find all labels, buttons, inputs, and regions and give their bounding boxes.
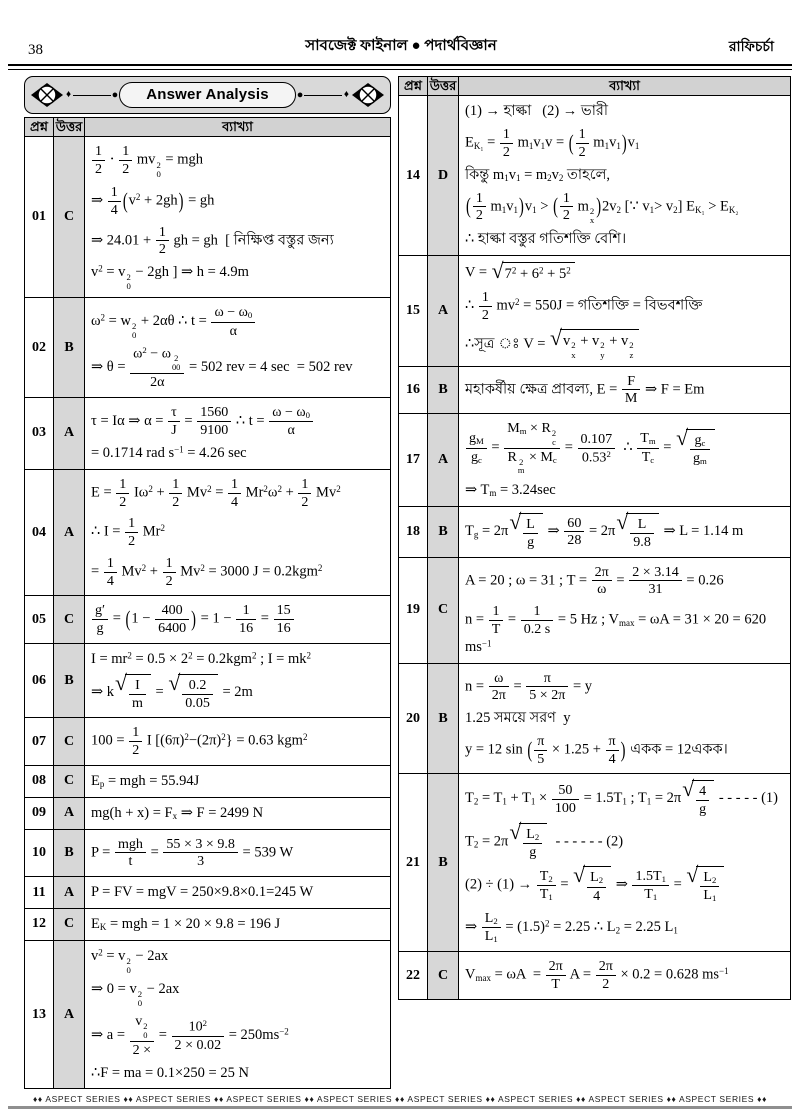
question-number: 20 bbox=[399, 663, 428, 774]
answer-letter: A bbox=[54, 797, 85, 829]
page-footer bbox=[8, 1094, 792, 1109]
formula-line: (1) → হাল্কা (2) → ভারী bbox=[465, 103, 609, 120]
answer-letter: B bbox=[428, 663, 459, 774]
explanation-cell bbox=[85, 397, 391, 469]
explanation-cell bbox=[459, 96, 791, 256]
question-number: 12 bbox=[25, 909, 54, 941]
answer-row bbox=[25, 469, 391, 596]
formula-line: = $\frac{1}{4}$ $Mv^2$ + $\frac{1}{2}$ $Mv^2 = 3000$ J = 0.2kgm$^2$ bbox=[91, 554, 323, 589]
left-column bbox=[24, 76, 391, 1089]
answer-row bbox=[25, 940, 391, 1088]
question-number: 13 bbox=[25, 940, 54, 1088]
answer-row bbox=[399, 663, 791, 774]
col-header-question: প্রশ্ন bbox=[25, 118, 54, 137]
explanation-cell bbox=[459, 507, 791, 558]
answer-row bbox=[25, 643, 391, 717]
formula-line: n = $\frac{1}{T}$ = $\frac{1}{0.2 s}$ = 5 Hz ; $V_{max} = \omega A = 31 \times 20 = 620$ $ms^{-1}$ bbox=[465, 603, 767, 655]
answer-letter: B bbox=[54, 829, 85, 877]
answer-letter: A bbox=[54, 940, 85, 1088]
dot-icon: ● bbox=[111, 88, 119, 101]
explanation-cell bbox=[85, 469, 391, 596]
banner-line bbox=[304, 95, 341, 96]
answer-letter: A bbox=[54, 397, 85, 469]
answer-row bbox=[25, 397, 391, 469]
formula-line: ∴ হাল্কা বস্তুর গতিশক্তি বেশি। bbox=[465, 231, 627, 248]
question-number: 01 bbox=[25, 137, 54, 298]
answer-row bbox=[399, 256, 791, 367]
explanation-cell bbox=[85, 596, 391, 644]
question-number: 04 bbox=[25, 469, 54, 596]
page-header bbox=[0, 0, 800, 62]
explanation-cell bbox=[459, 256, 791, 367]
answer-letter: B bbox=[428, 507, 459, 558]
banner-title: Answer Analysis bbox=[119, 82, 296, 108]
explanation-cell bbox=[85, 829, 391, 877]
small-diamond-icon: ♦ bbox=[66, 89, 72, 100]
table-header-row bbox=[25, 118, 391, 137]
col-header-explanation: ব্যাখ্যা bbox=[85, 118, 391, 137]
page-header-title: সাবজেক্ট ফাইনাল ● পদার্থবিজ্ঞান bbox=[305, 38, 497, 54]
formula-line: n = $\frac{\omega}{2\pi}$ = $\frac{\pi}{5 \times 2\pi}$ = y bbox=[465, 669, 593, 704]
answer-row bbox=[399, 952, 791, 1000]
formula-line: (2) ÷ (1) → $\frac{T_2}{T_1}$ = √ $\frac{L_2}{4}$ ⇒ $\frac{1.5T_1}{T_1}$ = √ $\frac{L_2}{L_1}$ bbox=[465, 866, 787, 905]
formula-line: $E_K$ = mgh = 1 × 20 × 9.8 = 196 J bbox=[91, 916, 281, 933]
formula-line: $V_{max} = \omega A$ = $\frac{2\pi}{T}$ A = $\frac{2\pi}{2}$ × 0.2 = 0.628 $ms^{-1}$ bbox=[465, 958, 729, 993]
answer-letter: A bbox=[54, 469, 85, 596]
formula-line: $E_p$ = mgh = 55.94J bbox=[91, 772, 200, 790]
col-header-answer: উত্তর bbox=[428, 77, 459, 96]
answer-row bbox=[399, 557, 791, 663]
formula-line: ⇒ k √ $\frac{I}{m}$ = √ $\frac{0.2}{0.05}$ = 2m bbox=[91, 674, 387, 712]
explanation-cell bbox=[85, 643, 391, 717]
answer-letter: D bbox=[428, 96, 459, 256]
page-number: 38 bbox=[28, 42, 43, 58]
answer-letter: C bbox=[428, 557, 459, 663]
page-header-right: রাফিচর্চা bbox=[728, 40, 774, 55]
ornament-right-icon bbox=[351, 82, 385, 108]
answer-row bbox=[399, 96, 791, 256]
footer-series-text: ♦♦ ASPECT SERIES ♦♦ ASPECT SERIES ♦♦ ASPECT SERIES ♦♦ ASPECT SERIES ♦♦ ASPECT SERIES ♦♦ ASPECT SERIES ♦♦ ASPECT SERIES ♦♦ ASPECT SERIES ♦♦ bbox=[32, 1094, 768, 1105]
table-header-row bbox=[399, 77, 791, 96]
question-number: 03 bbox=[25, 397, 54, 469]
explanation-cell bbox=[459, 414, 791, 507]
formula-line: P = mgh t = $\frac{55 \times 3 \times 9.8}{3}$ = 539 W bbox=[91, 835, 294, 870]
question-number: 22 bbox=[399, 952, 428, 1000]
explanation-cell bbox=[85, 797, 391, 829]
formula-line: A = 20 ; ω = 31 ; T = $\frac{2\pi}{\omega}$ = $\frac{2 \times 3.14}{31}$ = 0.26 bbox=[465, 563, 724, 598]
answer-row bbox=[25, 829, 391, 877]
question-number: 21 bbox=[399, 774, 428, 952]
question-number: 11 bbox=[25, 877, 54, 909]
col-header-explanation: ব্যাখ্যা bbox=[459, 77, 791, 96]
ornament-left-icon bbox=[30, 82, 64, 108]
question-number: 02 bbox=[25, 298, 54, 398]
formula-line: = 0.1714 rad $s^{-1} = 4.26$ sec bbox=[91, 444, 247, 461]
answer-letter: C bbox=[54, 137, 85, 298]
formula-line: 100 = $\frac{1}{2}$ I $[(6\pi)^2-(2\pi)^2\} = 0.63$ kgm$^2$ bbox=[91, 724, 308, 759]
dot-icon: ● bbox=[296, 88, 304, 101]
question-number: 14 bbox=[399, 96, 428, 256]
question-number: 09 bbox=[25, 797, 54, 829]
answer-letter: B bbox=[54, 298, 85, 398]
answer-row bbox=[25, 298, 391, 398]
explanation-cell bbox=[459, 557, 791, 663]
answer-row bbox=[25, 718, 391, 766]
question-number: 17 bbox=[399, 414, 428, 507]
explanation-cell bbox=[459, 366, 791, 414]
answer-letter: B bbox=[428, 774, 459, 952]
explanation-cell bbox=[459, 952, 791, 1000]
answer-letter: C bbox=[54, 765, 85, 797]
formula-line: $v^2 = v$ 2 0 − 2ax bbox=[91, 947, 169, 975]
answer-letter: A bbox=[428, 256, 459, 367]
explanation-cell bbox=[459, 774, 791, 952]
formula-line: $v^2 = v$ 2 0 − 2gh ] ⇒ h = 4.9m bbox=[91, 263, 249, 292]
answer-row bbox=[399, 414, 791, 507]
formula-line: মহাকর্ষীয় ক্ষেত্র প্রাবল্য, E = $\frac{F}{M}$ ⇒ F = Em bbox=[465, 372, 705, 407]
formula-line: ⇒ θ = $\omega^2 - \omega$ 2 00 2α = 502 rev = 4 sec = 502 rev bbox=[91, 345, 353, 391]
formula-line: V = √ $7^2 + 6^2 + 5^2$ bbox=[465, 262, 787, 284]
formula-line: ⇒ $\frac{1}{4}$ $(v^2 + 2gh)$ = gh bbox=[91, 184, 215, 218]
answers-table-left bbox=[24, 117, 391, 1089]
formula-line: ⇒ 24.01 + $\frac{1}{2}$ gh = gh [ নিক্ষিপ্ত বস্তুর জন্য bbox=[91, 223, 334, 258]
question-number: 05 bbox=[25, 596, 54, 644]
answer-analysis-banner bbox=[24, 76, 391, 114]
explanation-cell bbox=[85, 718, 391, 766]
answer-row bbox=[25, 877, 391, 909]
formula-line: $\frac{g_M}{g_c}$ = $M_m \times R$ 2 c R 2 m × $M_c$ = $\frac{0.107}{0.53^2}$ ∴ $\frac{T_m}{T_c}$ = √ $\frac{g_c}{g_m}$ bbox=[465, 420, 787, 476]
answer-letter: A bbox=[428, 414, 459, 507]
question-number: 07 bbox=[25, 718, 54, 766]
question-number: 10 bbox=[25, 829, 54, 877]
formula-line: ( $\frac{1}{2}$ $m_1v_1)v_1$ > ( $\frac{1}{2}$ m 2 x )$2v_2$ [∵ $v_1> v_2$] $E_{K_1} > E_{K_2}$ bbox=[466, 189, 739, 226]
formula-line: ∴সূত্র ঃ V = √ v 2 x + v 2 y + v 2 z bbox=[465, 329, 787, 360]
answer-row bbox=[25, 797, 391, 829]
col-header-question: প্রশ্ন bbox=[399, 77, 428, 96]
col-header-answer: উত্তর bbox=[54, 118, 85, 137]
answer-letter: C bbox=[54, 596, 85, 644]
formula-line: ∴F = ma = 0.1×250 = 25 N bbox=[91, 1064, 249, 1081]
answer-letter: C bbox=[54, 909, 85, 941]
explanation-cell bbox=[85, 877, 391, 909]
question-number: 15 bbox=[399, 256, 428, 367]
explanation-cell bbox=[85, 909, 391, 941]
formula-line: ∴ I = $\frac{1}{2}$ Mr$^2$ bbox=[91, 515, 165, 550]
explanation-cell bbox=[85, 137, 391, 298]
formula-line: ⇒ a = v 2 0 2 × = $\frac{10^2}{2 \times 0.02}$ = $250ms^{-2}$ bbox=[91, 1013, 289, 1058]
answer-letter: A bbox=[54, 877, 85, 909]
main-content bbox=[0, 70, 800, 1089]
formula-line: ∴ $\frac{1}{2}$ $mv^2 = 550J$ = গতিশক্তি = বিভবশক্তি bbox=[465, 288, 703, 323]
formula-line: 1.25 সময়ে সরণ y bbox=[465, 710, 571, 727]
answer-row bbox=[399, 507, 791, 558]
formula-line: $E_{K_1}$ = $\frac{1}{2}$ $m_1v_1v$ = ( $\frac{1}{2}$ $m_1v_1)v_1$ bbox=[465, 126, 640, 160]
explanation-cell bbox=[85, 298, 391, 398]
answer-letter: B bbox=[54, 643, 85, 717]
explanation-cell bbox=[459, 663, 791, 774]
small-diamond-icon: ♦ bbox=[343, 89, 349, 100]
formula-line: $\omega^2 = w$ 2 0 + 2αθ ∴ t = $\frac{\omega - \omega_0}{\alpha}$ bbox=[91, 304, 387, 340]
question-number: 16 bbox=[399, 366, 428, 414]
formula-line: $T_g = 2\pi$ √ $\frac{L}{g}$ ⇒ $\frac{60}{28}$ = 2π √ $\frac{L}{9.8}$ ⇒ L = 1.14 m bbox=[465, 513, 787, 551]
question-number: 18 bbox=[399, 507, 428, 558]
answer-letter: C bbox=[54, 718, 85, 766]
formula-line: τ = Iα ⇒ α = $\frac{\tau}{J}$ = $\frac{1560}{9100}$ ∴ t = $\frac{\omega - \omega_0}{\alpha}$ bbox=[91, 404, 387, 439]
formula-line: $\frac{g'}{g}$ = (1 − $\frac{400}{6400}$ ) = 1 − $\frac{1}{16}$ = $\frac{15}{16}$ bbox=[91, 602, 387, 637]
answer-letter: B bbox=[428, 366, 459, 414]
answer-row bbox=[25, 765, 391, 797]
formula-line: ⇒ 0 = v 2 0 − 2ax bbox=[91, 981, 180, 1009]
formula-line: ⇒ $\frac{L_2}{L_1}$ = $(1.5)^2 = 2.25$ ∴ $L_2 = 2.25$ $L_1$ bbox=[465, 909, 678, 945]
answer-row bbox=[25, 909, 391, 941]
formula-line: P = FV = mgV = 250×9.8×0.1=245 W bbox=[91, 884, 314, 901]
formula-line: $mg(h + x) = F_x$ ⇒ F = 2499 N bbox=[91, 804, 264, 821]
question-number: 19 bbox=[399, 557, 428, 663]
formula-line: ⇒ $T_m = 3.24\sec$ bbox=[465, 482, 556, 499]
formula-line: E = $\frac{1}{2}$ $I\omega^2$ + $\frac{1}{2}$ $Mv^2$ = $\frac{1}{4}$ $Mr^2\omega^2$ + $\frac{1}{2}$ Mv$^2$ bbox=[91, 475, 341, 510]
banner-line bbox=[73, 95, 110, 96]
question-number: 06 bbox=[25, 643, 54, 717]
answer-row bbox=[399, 366, 791, 414]
answer-row bbox=[25, 596, 391, 644]
explanation-cell bbox=[85, 765, 391, 797]
formula-line: $T_2 = T_1 + T_1$ × $\frac{50}{100}$ = $1.5T_1$ ; $T_1 = 2\pi$ √ $\frac{4}{g}$ - - - - - (1) bbox=[465, 780, 787, 818]
answer-letter: C bbox=[428, 952, 459, 1000]
right-column bbox=[398, 76, 791, 1000]
formula-line: $\frac{1}{2}$ ⋅ $\frac{1}{2}$ mv 2 0 = mgh bbox=[91, 143, 387, 179]
formula-line: $I = mr^2 = 0.5 \times 2^2 = 0.2kgm^2$ ; $I = mk^2$ bbox=[91, 650, 312, 667]
explanation-cell bbox=[85, 940, 391, 1088]
answer-row bbox=[399, 774, 791, 952]
answers-table-right bbox=[398, 76, 791, 1000]
formula-line: y = 12 sin ( $\frac{\pi}{5}$ × 1.25 + $\frac{\pi}{4}$ ) একক = 12একক। bbox=[465, 732, 728, 767]
formula-line: কিন্তু $m_1v_1 = m_2v_2$ তাহলে, bbox=[465, 166, 611, 183]
answer-row bbox=[25, 137, 391, 298]
formula-line: $T_2 = 2\pi$ √ $\frac{L_2}{g}$ - - - - - - (2) bbox=[465, 823, 787, 861]
question-number: 08 bbox=[25, 765, 54, 797]
